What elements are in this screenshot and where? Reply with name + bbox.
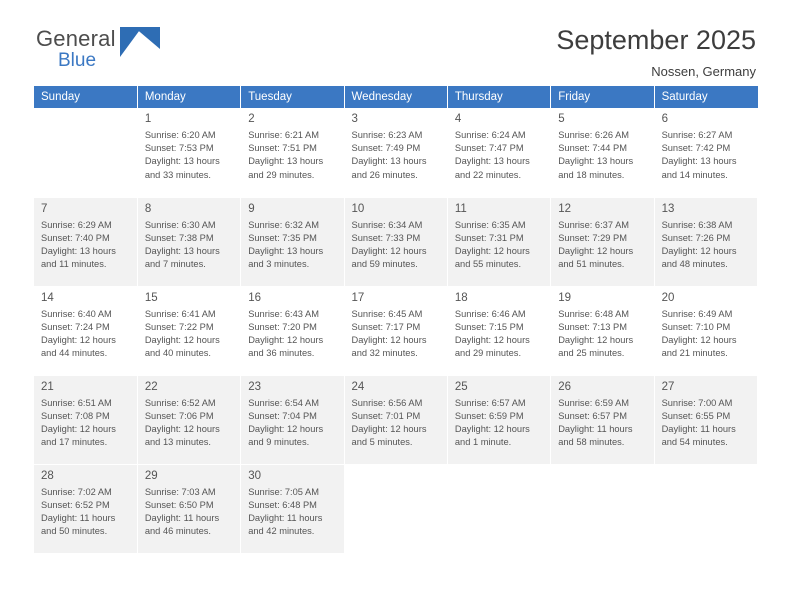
sunset-text: Sunset: 7:47 PM <box>454 143 524 154</box>
day-number: 11 <box>454 202 467 215</box>
sunrise-text: Sunrise: 6:43 AM <box>248 308 319 319</box>
sunset-text: Sunset: 7:04 PM <box>248 410 317 421</box>
calendar-week-row <box>34 197 758 286</box>
daylight-text-line1: Daylight: 12 hours <box>454 423 530 434</box>
day-info <box>34 485 137 539</box>
day-cell[interactable] <box>551 197 654 286</box>
daylight-text-line2: and 48 minutes. <box>661 259 728 270</box>
day-cell[interactable] <box>654 286 757 375</box>
sunset-text: Sunset: 7:44 PM <box>558 143 627 154</box>
sunset-text: Sunset: 7:22 PM <box>144 321 214 332</box>
day-info <box>448 307 550 361</box>
day-number: 29 <box>144 469 158 482</box>
day-number: 2 <box>248 113 255 125</box>
sunset-text: Sunset: 7:01 PM <box>351 410 421 421</box>
daylight-text-line1: Daylight: 13 hours <box>661 156 737 167</box>
daylight-text-line1: Daylight: 13 hours <box>144 156 220 167</box>
day-cell[interactable] <box>447 197 550 286</box>
daylight-text-line1: Daylight: 12 hours <box>351 245 427 256</box>
day-number: 23 <box>248 380 261 393</box>
day-cell[interactable] <box>34 286 137 375</box>
day-cell[interactable] <box>137 286 240 375</box>
daylight-text-line2: and 42 minutes. <box>248 526 315 537</box>
daylight-text-line2: and 33 minutes. <box>144 169 211 180</box>
daylight-text-line2: and 29 minutes. <box>248 169 315 180</box>
daylight-text-line1: Daylight: 11 hours <box>144 512 220 523</box>
day-number: 18 <box>454 291 468 304</box>
day-number: 24 <box>351 380 365 393</box>
daylight-text-line1: Daylight: 13 hours <box>41 245 116 256</box>
sunrise-text: Sunrise: 6:54 AM <box>248 397 319 408</box>
sunset-text: Sunset: 6:48 PM <box>248 499 317 510</box>
day-info <box>241 128 343 182</box>
sunset-text: Sunset: 7:15 PM <box>454 321 524 332</box>
day-info <box>34 396 137 450</box>
daylight-text-line2: and 5 minutes. <box>351 437 413 448</box>
day-cell[interactable] <box>344 108 447 197</box>
sunset-text: Sunset: 7:17 PM <box>351 321 421 332</box>
day-number: 22 <box>144 380 158 393</box>
sunrise-text: Sunrise: 6:57 AM <box>454 397 526 408</box>
sunrise-text: Sunrise: 6:41 AM <box>144 308 216 319</box>
daylight-text-line2: and 54 minutes. <box>661 437 728 448</box>
day-info <box>138 307 240 361</box>
day-info <box>34 218 137 272</box>
sunrise-text: Sunrise: 6:34 AM <box>351 219 423 230</box>
day-cell[interactable] <box>34 375 137 464</box>
sunset-text: Sunset: 7:08 PM <box>41 410 110 421</box>
daylight-text-line1: Daylight: 12 hours <box>661 245 737 256</box>
daylight-text-line2: and 26 minutes. <box>351 169 418 180</box>
sunset-text: Sunset: 7:06 PM <box>144 410 214 421</box>
day-number: 9 <box>248 202 255 215</box>
daylight-text-line1: Daylight: 12 hours <box>454 245 530 256</box>
sunrise-text: Sunrise: 6:35 AM <box>454 219 526 230</box>
day-cell[interactable] <box>447 108 550 197</box>
daylight-text-line2: and 1 minute. <box>454 437 512 448</box>
sunrise-text: Sunrise: 6:56 AM <box>351 397 423 408</box>
day-cell[interactable] <box>447 286 550 375</box>
daylight-text-line2: and 18 minutes. <box>558 169 625 180</box>
weekday-header-row <box>34 86 758 108</box>
sunset-text: Sunset: 7:49 PM <box>351 143 421 154</box>
day-cell[interactable] <box>241 108 344 197</box>
day-number: 1 <box>144 113 152 125</box>
sunrise-text: Sunrise: 7:05 AM <box>248 486 319 497</box>
day-info <box>138 218 240 272</box>
day-info <box>241 307 343 361</box>
sunrise-text: Sunrise: 6:51 AM <box>41 397 112 408</box>
daylight-text-line1: Daylight: 13 hours <box>248 245 324 256</box>
daylight-text-line2: and 59 minutes. <box>351 259 418 270</box>
sunrise-text: Sunrise: 6:49 AM <box>661 308 733 319</box>
day-info <box>345 128 447 182</box>
sunset-text: Sunset: 6:52 PM <box>41 499 110 510</box>
sunrise-text: Sunrise: 6:46 AM <box>454 308 526 319</box>
daylight-text-line1: Daylight: 13 hours <box>454 156 530 167</box>
day-cell[interactable] <box>551 108 654 197</box>
day-cell[interactable] <box>241 197 344 286</box>
day-cell-empty <box>551 464 654 553</box>
daylight-text-line1: Daylight: 12 hours <box>248 423 324 434</box>
daylight-text-line2: and 9 minutes. <box>248 437 310 448</box>
daylight-text-line2: and 40 minutes. <box>144 348 211 359</box>
sunrise-text: Sunrise: 6:38 AM <box>661 219 733 230</box>
day-number: 6 <box>661 113 668 125</box>
day-info <box>655 128 757 182</box>
title-block <box>556 24 756 80</box>
daylight-text-line2: and 22 minutes. <box>454 169 522 180</box>
day-info <box>241 218 343 272</box>
daylight-text-line1: Daylight: 13 hours <box>144 245 220 256</box>
day-info <box>241 485 343 539</box>
weekday-header-tuesday: Tuesday <box>241 86 344 108</box>
daylight-text-line2: and 58 minutes. <box>558 437 625 448</box>
daylight-text-line1: Daylight: 12 hours <box>661 334 737 345</box>
daylight-text-line2: and 51 minutes. <box>558 259 625 270</box>
sunrise-text: Sunrise: 6:29 AM <box>41 219 112 230</box>
day-number: 8 <box>144 202 152 215</box>
sunrise-text: Sunrise: 6:52 AM <box>144 397 216 408</box>
day-info <box>551 218 653 272</box>
day-number: 17 <box>351 291 365 304</box>
flag-icon <box>120 27 162 57</box>
day-number: 19 <box>558 291 572 304</box>
day-number: 5 <box>558 113 565 125</box>
sunset-text: Sunset: 7:29 PM <box>558 232 627 243</box>
day-cell-empty <box>344 464 447 553</box>
daylight-text-line1: Daylight: 12 hours <box>144 423 220 434</box>
weekday-header-monday: Monday <box>137 86 240 108</box>
sunset-text: Sunset: 6:59 PM <box>454 410 524 421</box>
sunset-text: Sunset: 7:38 PM <box>144 232 214 243</box>
day-info <box>655 307 757 361</box>
daylight-text-line1: Daylight: 12 hours <box>454 334 530 345</box>
page-header <box>34 0 758 86</box>
day-cell-empty <box>34 108 137 197</box>
sunrise-text: Sunrise: 6:26 AM <box>558 130 630 140</box>
sunrise-text: Sunrise: 7:00 AM <box>661 397 733 408</box>
daylight-text-line1: Daylight: 12 hours <box>351 423 427 434</box>
sunset-text: Sunset: 6:55 PM <box>661 410 731 421</box>
day-cell[interactable] <box>344 286 447 375</box>
calendar-week-row <box>34 108 758 197</box>
daylight-text-line1: Daylight: 12 hours <box>558 334 634 345</box>
daylight-text-line1: Daylight: 11 hours <box>248 512 323 523</box>
sunset-text: Sunset: 7:40 PM <box>41 232 110 243</box>
daylight-text-line2: and 3 minutes. <box>248 259 310 270</box>
daylight-text-line1: Daylight: 12 hours <box>144 334 220 345</box>
sunset-text: Sunset: 6:50 PM <box>144 499 214 510</box>
day-number: 14 <box>41 291 54 304</box>
sunrise-text: Sunrise: 6:32 AM <box>248 219 319 230</box>
day-number: 16 <box>248 291 261 304</box>
day-cell[interactable] <box>551 375 654 464</box>
weekday-header-saturday: Saturday <box>654 86 757 108</box>
weekday-header-wednesday: Wednesday <box>344 86 447 108</box>
daylight-text-line2: and 29 minutes. <box>454 348 522 359</box>
generalblue-logo <box>36 26 236 82</box>
weekday-header-friday: Friday <box>551 86 654 108</box>
day-cell[interactable] <box>137 197 240 286</box>
calendar-table <box>34 86 758 554</box>
day-number: 27 <box>661 380 675 393</box>
daylight-text-line2: and 14 minutes. <box>661 169 728 180</box>
day-cell[interactable] <box>241 464 344 553</box>
daylight-text-line2: and 44 minutes. <box>41 348 108 359</box>
day-number: 13 <box>661 202 675 215</box>
sunrise-text: Sunrise: 6:21 AM <box>248 130 319 140</box>
daylight-text-line1: Daylight: 13 hours <box>351 156 427 167</box>
weekday-header-thursday: Thursday <box>447 86 550 108</box>
calendar-week-row <box>34 286 758 375</box>
sunset-text: Sunset: 7:10 PM <box>661 321 731 332</box>
day-cell[interactable] <box>447 375 550 464</box>
sunset-text: Sunset: 7:24 PM <box>41 321 110 332</box>
sunset-text: Sunset: 7:42 PM <box>661 143 731 154</box>
page-title: September 2025 <box>556 25 756 55</box>
sunset-text: Sunset: 7:35 PM <box>248 232 317 243</box>
day-number: 4 <box>454 113 462 125</box>
day-number: 28 <box>41 469 54 482</box>
daylight-text-line2: and 55 minutes. <box>454 259 522 270</box>
day-info <box>551 307 653 361</box>
calendar-week-row <box>34 375 758 464</box>
day-info <box>345 307 447 361</box>
day-cell[interactable] <box>344 197 447 286</box>
day-cell[interactable] <box>654 197 757 286</box>
day-cell[interactable] <box>137 108 240 197</box>
logo-text-general: General <box>36 26 116 51</box>
daylight-text-line1: Daylight: 11 hours <box>661 423 736 434</box>
sunset-text: Sunset: 6:57 PM <box>558 410 627 421</box>
daylight-text-line1: Daylight: 12 hours <box>558 245 634 256</box>
daylight-text-line2: and 13 minutes. <box>144 437 211 448</box>
daylight-text-line2: and 25 minutes. <box>558 348 625 359</box>
day-info <box>34 307 137 361</box>
day-info <box>138 128 240 182</box>
daylight-text-line2: and 36 minutes. <box>248 348 315 359</box>
day-cell[interactable] <box>241 375 344 464</box>
daylight-text-line1: Daylight: 13 hours <box>248 156 324 167</box>
day-info <box>345 218 447 272</box>
day-info <box>448 396 550 450</box>
day-info <box>655 218 757 272</box>
daylight-text-line2: and 17 minutes. <box>41 437 108 448</box>
day-cell[interactable] <box>654 375 757 464</box>
daylight-text-line2: and 46 minutes. <box>144 526 211 537</box>
day-cell-empty <box>654 464 757 553</box>
day-info <box>138 485 240 539</box>
daylight-text-line1: Daylight: 12 hours <box>41 423 116 434</box>
daylight-text-line1: Daylight: 12 hours <box>351 334 427 345</box>
day-cell[interactable] <box>654 108 757 197</box>
sunrise-text: Sunrise: 6:37 AM <box>558 219 630 230</box>
sunset-text: Sunset: 7:20 PM <box>248 321 317 332</box>
daylight-text-line2: and 21 minutes. <box>661 348 728 359</box>
day-number: 25 <box>454 380 468 393</box>
day-info <box>551 396 653 450</box>
day-cell[interactable] <box>344 375 447 464</box>
sunrise-text: Sunrise: 6:48 AM <box>558 308 630 319</box>
sunset-text: Sunset: 7:26 PM <box>661 232 731 243</box>
sunset-text: Sunset: 7:33 PM <box>351 232 421 243</box>
day-cell[interactable] <box>137 375 240 464</box>
day-cell[interactable] <box>34 197 137 286</box>
day-cell[interactable] <box>34 464 137 553</box>
sunrise-text: Sunrise: 6:23 AM <box>351 130 423 140</box>
daylight-text-line2: and 11 minutes. <box>41 259 107 270</box>
sunrise-text: Sunrise: 7:02 AM <box>41 486 112 497</box>
sunrise-text: Sunrise: 6:45 AM <box>351 308 423 319</box>
daylight-text-line2: and 50 minutes. <box>41 526 108 537</box>
day-cell[interactable] <box>551 286 654 375</box>
sunrise-text: Sunrise: 6:30 AM <box>144 219 216 230</box>
sunrise-text: Sunrise: 7:03 AM <box>144 486 216 497</box>
sunset-text: Sunset: 7:31 PM <box>454 232 524 243</box>
day-info <box>241 396 343 450</box>
daylight-text-line2: and 32 minutes. <box>351 348 418 359</box>
daylight-text-line1: Daylight: 11 hours <box>41 512 116 523</box>
day-number: 21 <box>41 380 54 393</box>
sunrise-text: Sunrise: 6:20 AM <box>144 130 216 140</box>
day-info <box>138 396 240 450</box>
sunset-text: Sunset: 7:51 PM <box>248 143 317 154</box>
day-cell[interactable] <box>241 286 344 375</box>
day-info <box>448 218 550 272</box>
daylight-text-line1: Daylight: 12 hours <box>41 334 116 345</box>
daylight-text-line1: Daylight: 12 hours <box>248 334 324 345</box>
daylight-text-line1: Daylight: 13 hours <box>558 156 634 167</box>
daylight-text-line1: Daylight: 11 hours <box>558 423 633 434</box>
day-number: 12 <box>558 202 572 215</box>
day-number: 7 <box>41 202 48 215</box>
sunrise-text: Sunrise: 6:24 AM <box>454 130 526 140</box>
sunset-text: Sunset: 7:13 PM <box>558 321 627 332</box>
daylight-text-line2: and 7 minutes. <box>144 259 206 270</box>
logo-text-blue: Blue <box>58 50 97 71</box>
day-number: 15 <box>144 291 158 304</box>
day-number: 30 <box>248 469 261 482</box>
day-number: 3 <box>351 113 358 125</box>
day-cell[interactable] <box>137 464 240 553</box>
day-number: 26 <box>558 380 572 393</box>
day-info <box>551 128 653 182</box>
sunrise-text: Sunrise: 6:59 AM <box>558 397 630 408</box>
sunrise-text: Sunrise: 6:40 AM <box>41 308 112 319</box>
day-number: 20 <box>661 291 675 304</box>
weekday-header-sunday: Sunday <box>34 86 137 108</box>
sunrise-text: Sunrise: 6:27 AM <box>661 130 733 140</box>
day-info <box>655 396 757 450</box>
day-cell-empty <box>447 464 550 553</box>
day-number: 10 <box>351 202 365 215</box>
calendar-week-row <box>34 464 758 553</box>
day-info <box>345 396 447 450</box>
day-info <box>448 128 550 182</box>
sunset-text: Sunset: 7:53 PM <box>144 143 214 154</box>
location-label: Nossen, Germany <box>651 64 756 79</box>
